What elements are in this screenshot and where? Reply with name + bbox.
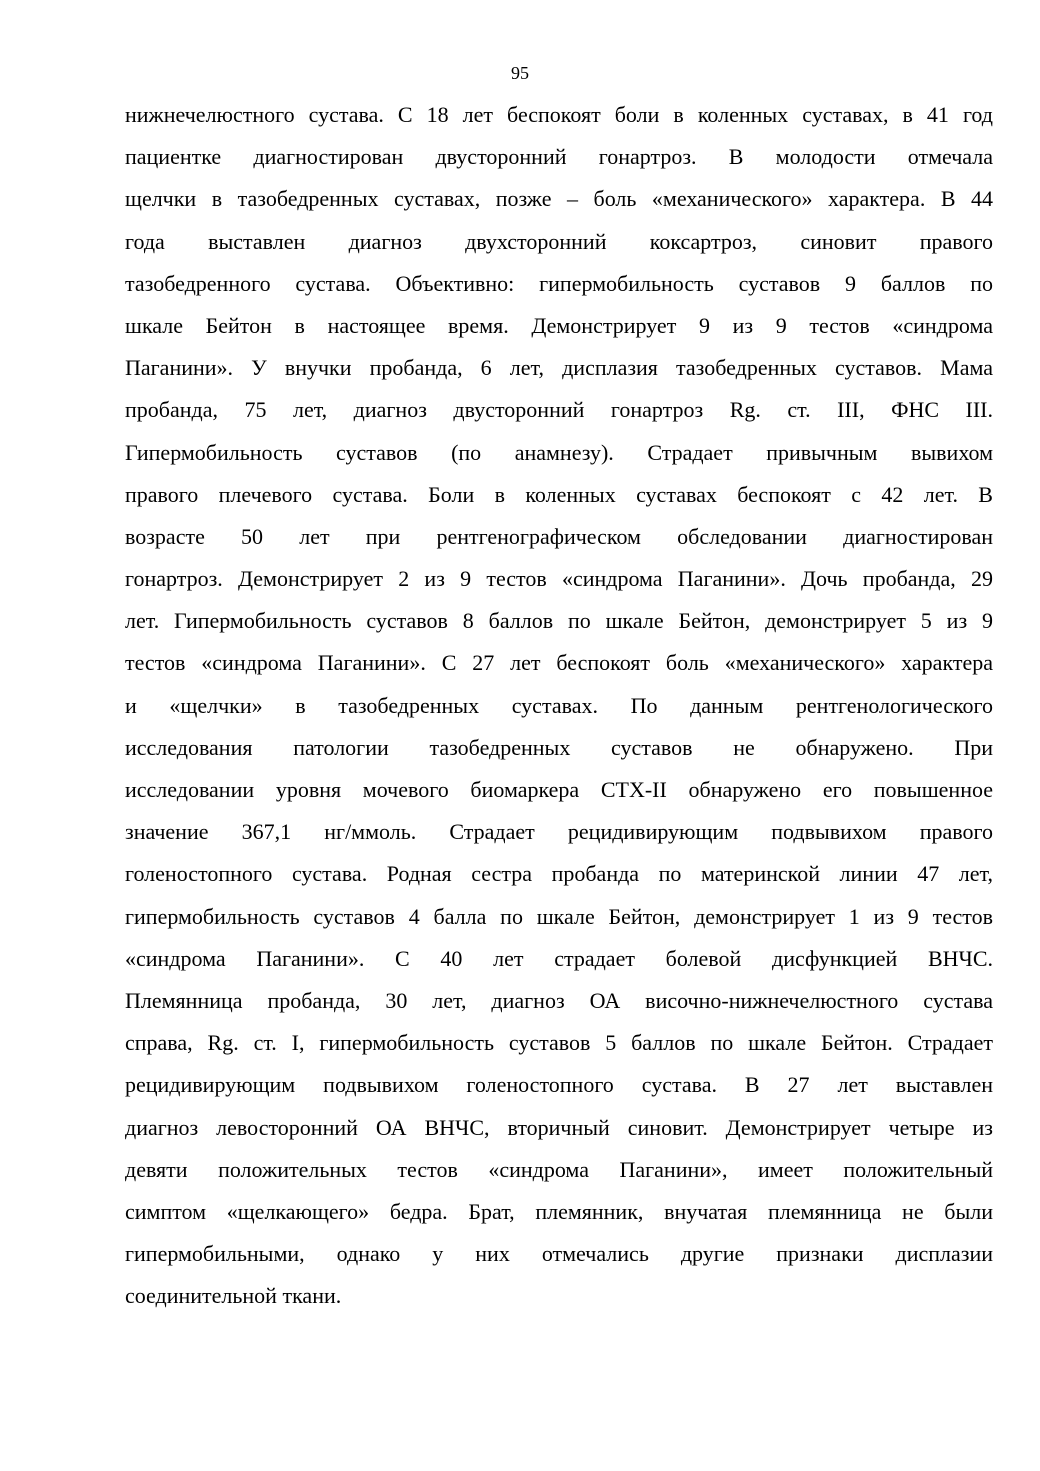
text-line: шкале Бейтон в настоящее время. Демонстрирует 9 из 9 тестов «синдрома bbox=[125, 312, 993, 338]
text-line: нижнечелюстного сустава. С 18 лет беспокоят боли в коленных суставах, в 41 год bbox=[125, 102, 993, 127]
text-line: правого плечевого сустава. Боли в коленных суставах беспокоят с 42 лет. В bbox=[125, 481, 993, 507]
text-line: Паганини». У внучки пробанда, 6 лет, дисплазия тазобедренных суставов. Мама bbox=[125, 355, 993, 381]
text-line: возрасте 50 лет при рентгенографическом обследовании диагностирован bbox=[125, 523, 993, 549]
text-line: рецидивирующим подвывихом голеностопного сустава. В 27 лет выставлен bbox=[125, 1072, 993, 1098]
text-line: Племянница пробанда, 30 лет, диагноз ОА височно-нижнечелюстного сустава bbox=[125, 987, 993, 1013]
text-line: соединительной ткани. bbox=[125, 1283, 342, 1309]
text-line: лет. Гипермобильность суставов 8 баллов по шкале Бейтон, демонстрирует 5 из 9 bbox=[125, 608, 993, 634]
text-line: гипермобильность суставов 4 балла по шкале Бейтон, демонстрирует 1 из 9 тестов bbox=[125, 903, 993, 929]
text-line: значение 367,1 нг/ммоль. Страдает рецидивирующим подвывихом правого bbox=[125, 819, 993, 845]
text-line: гипермобильными, однако у них отмечались другие признаки дисплазии bbox=[125, 1241, 993, 1267]
text-line: исследования патологии тазобедренных суставов не обнаружено. При bbox=[125, 734, 993, 760]
text-line: голеностопного сустава. Родная сестра пробанда по материнской линии 47 лет, bbox=[125, 861, 993, 887]
text-line: года выставлен диагноз двухсторонний коксартроз, синовит правого bbox=[125, 228, 993, 254]
text-line: диагноз левосторонний ОА ВНЧС, вторичный синовит. Демонстрирует четыре из bbox=[125, 1114, 993, 1140]
text-line: тестов «синдрома Паганини». С 27 лет беспокоят боль «механического» характера bbox=[125, 650, 993, 676]
page-number: 95 bbox=[511, 63, 529, 83]
text-line: исследовании уровня мочевого биомаркера CTX-II обнаружено его повышенное bbox=[125, 777, 993, 802]
text-line: пациентке диагностирован двусторонний гонартроз. В молодости отмечала bbox=[125, 144, 993, 170]
text-line: симптом «щелкающего» бедра. Брат, племянник, внучатая племянница не были bbox=[125, 1198, 993, 1224]
text-line: пробанда, 75 лет, диагноз двусторонний гонартроз Rg. ст. III, ФНС III. bbox=[125, 397, 993, 423]
text-line: справа, Rg. ст. I, гипермобильность суставов 5 баллов по шкале Бейтон. Страдает bbox=[125, 1030, 993, 1056]
text-line: щелчки в тазобедренных суставах, позже – боль «механического» характера. В 44 bbox=[125, 186, 993, 212]
text-line: девяти положительных тестов «синдрома Паганини», имеет положительный bbox=[125, 1156, 993, 1182]
text-line: гонартроз. Демонстрирует 2 из 9 тестов «синдрома Паганини». Дочь пробанда, 29 bbox=[125, 566, 993, 592]
text-line: Гипермобильность суставов (по анамнезу). Страдает привычным вывихом bbox=[125, 439, 993, 465]
text-line: и «щелчки» в тазобедренных суставах. По данным рентгенологического bbox=[125, 692, 993, 718]
text-line: «синдрома Паганини». С 40 лет страдает болевой дисфункцией ВНЧС. bbox=[125, 945, 993, 971]
text-line: тазобедренного сустава. Объективно: гипермобильность суставов 9 баллов по bbox=[125, 270, 993, 296]
body-text bbox=[125, 94, 993, 1317]
